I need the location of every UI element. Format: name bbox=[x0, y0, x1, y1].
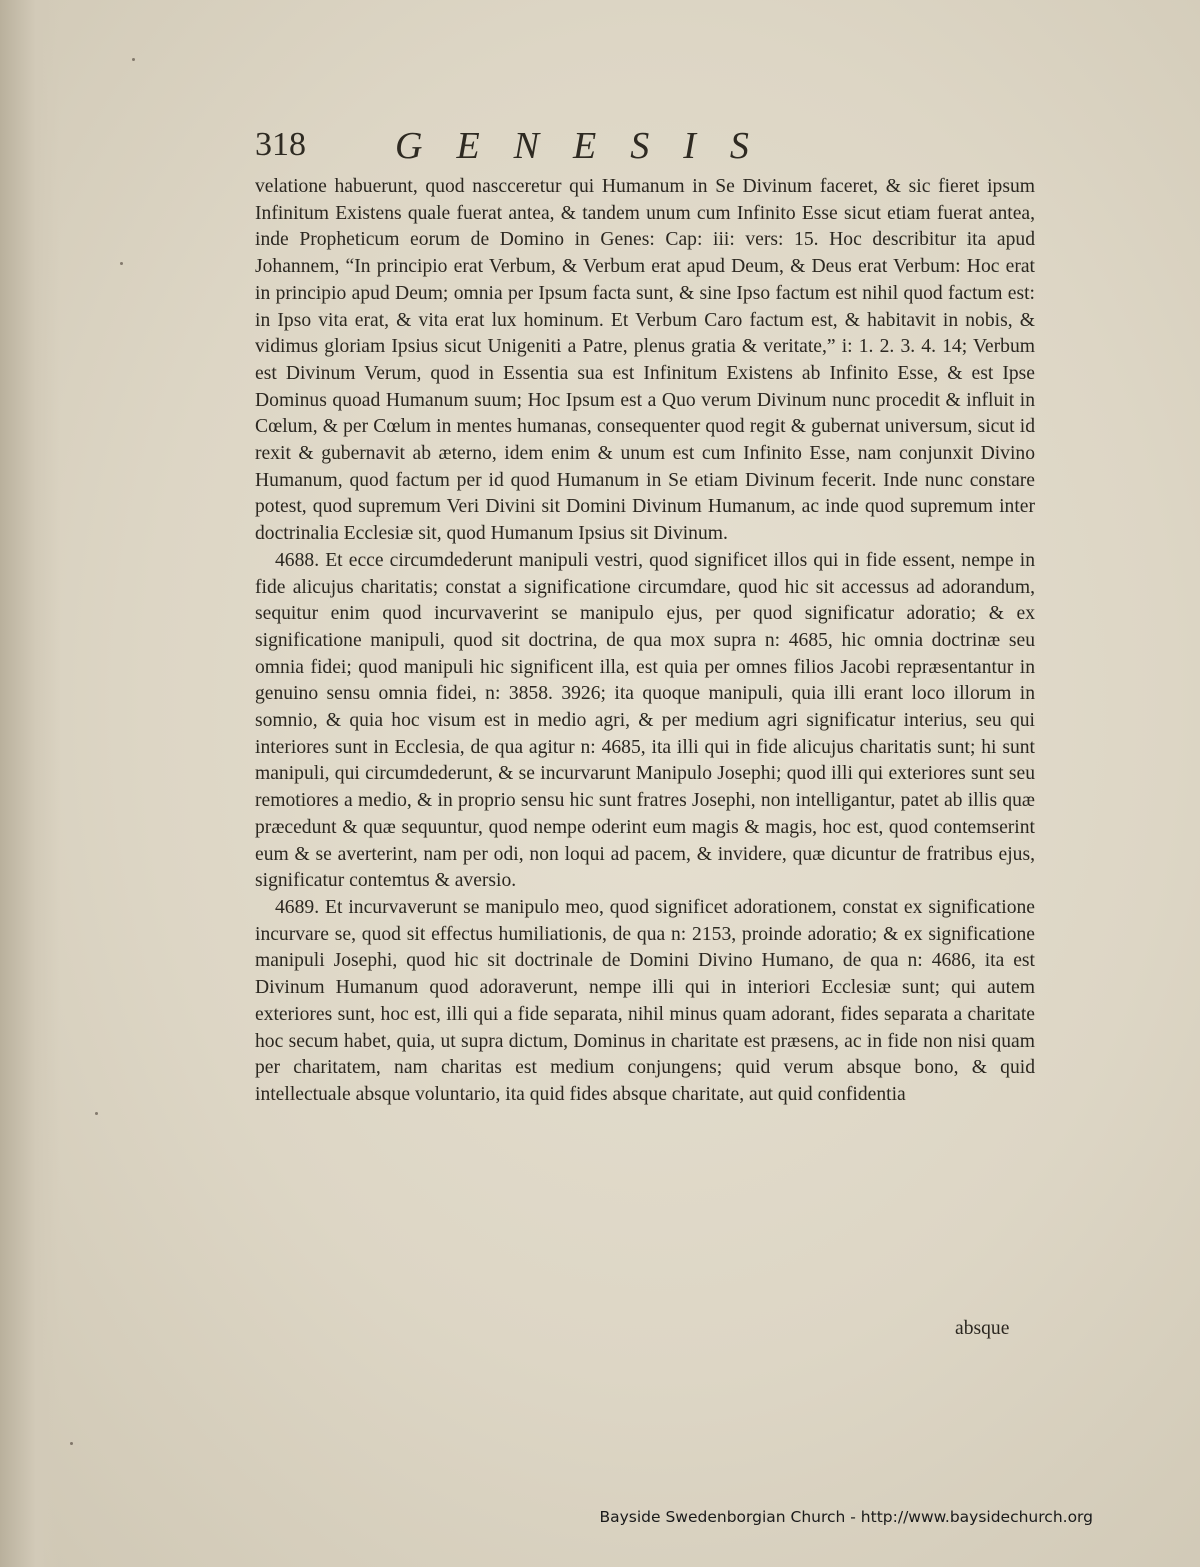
paragraph-continuation: velatione habuerunt, quod nascceretur qui Humanum in Se Divinum faceret, & sic fieret ipsum Infinitum Existens quale fuerat antea, & tandem unum cum Infinito Esse sicut etiam fuerat antea, inde Propheticum eorum de Domino in Genes: Cap: iii: vers: 15. Hoc describitur ita apud Johannem, “In principio erat Verbum, & Verbum erat apud Deum, & Deus erat Verbum: Hoc erat in principio apud Deum; omnia per Ipsum facta sunt, & sine Ipso factum est nihil quod factum est: in Ipso vita erat, & vita erat lux hominum. Et Verbum Caro factum est, & habitavit in nobis, & vidimus gloriam Ipsius sicut Unigeniti a Patre, plenus gratia & veritate,” i: 1. 2. 3. 4. 14; Verbum est Divinum Verum, quod in Essentia sua est Infinitum Existens ab Infinito Esse, & est Ipse Dominus quoad Humanum suum; Hoc Ipsum est a Quo verum Divinum nunc procedit & influit in Cœlum, & per Cœlum in mentes humanas, consequenter quod regit & gubernat universum, sicut id rexit & gubernavit ab æterno, idem enim & unum est cum Infinito Esse, nam conjunxit Divino Humanum, quod factum per id quod Humanum in Se etiam Divinum fecerit. Inde nunc constare potest, quod supremum Veri Divini sit Domini Divinum Humanum, ac inde quod supremum inter doctrinalia Ecclesiæ sit, quod Humanum Ipsius sit Divinum. bbox=[255, 176, 1035, 545]
running-title: GENESIS bbox=[395, 125, 783, 167]
page-number: 318 bbox=[255, 126, 306, 163]
paragraph-4688: 4688. Et ecce circumdederunt manipuli vestri, quod significet illos qui in fide essent, nempe in fide alicujus charitatis; constat a significatione circumdare, quod hic sit accessus ad adorandum, sequitur enim quod incurvaverint se manipulo ejus, per quod significatur adoratio; & ex significatione manipuli, quod sit doctrina, de qua mox supra n: 4685, hic omnia doctrinæ seu omnia fidei; quod manipuli hic significent illa, est quia per omnes filios Jacobi repræsentantur in genuino sensu omnia fidei, n: 3858. 3926; ita quoque manipuli, quia illi erant loco illorum in somnio, & quia hoc visum est in medio agri, & per medium agri significatur interius, seu qui interiores sunt in Ecclesia, de qua agitur n: 4685, ita illi qui in fide alicujus charitatis sunt; hi sunt manipuli, qui circumdederunt, & se incurvarunt Manipulo Josephi; quod illi qui exteriores sunt seu remotiores a medio, & in proprio sensu hic sunt fratres Josephi, non intelligantur, patet ab illis quæ præcedunt & quæ sequuntur, quod nempe oderint eum magis & magis, hoc est, quod contemserint eum & se averterint, nam per odi, non loqui ad pacem, & invidere, quæ dicuntur de fratribus ejus, significatur contemtus & aversio. bbox=[255, 549, 1035, 892]
binding-gutter-shadow bbox=[0, 0, 60, 1567]
page-header bbox=[255, 120, 1045, 170]
footer-credit: Bayside Swedenborgian Church - http://www.baysidechurch.org bbox=[599, 1508, 1093, 1526]
paper-speck bbox=[95, 1112, 98, 1115]
paragraph-4689: 4689. Et incurvaverunt se manipulo meo, quod significet adorationem, constat ex significatione incurvare se, quod sit effectus humiliationis, de qua n: 2153, proinde adoratio; & ex significatione manipuli Josephi, quod hic sit doctrinale de Domini Divino Humano, de qua n: 4686, ita est Divinum Humanum quod adoraverunt, nempe illi qui in interiori Ecclesiæ sunt; qui autem exteriores sunt, hoc est, illi qui a fide separata, nihil minus quam adorant, fides separata a charitate hoc secum habet, quia, ut supra dictum, Dominus in charitate est præsens, ac in fide non nisi quam per charitatem, nam charitas est medium conjungens; quid verum absque bono, & quid intellectuale absque voluntario, ita quid fides absque charitate, aut quid confidentia bbox=[255, 896, 1035, 1105]
catchword: absque bbox=[955, 1318, 1010, 1339]
body-text bbox=[255, 174, 1035, 1109]
paper-speck bbox=[70, 1442, 73, 1445]
paper-speck bbox=[120, 262, 123, 265]
paper-speck bbox=[132, 58, 135, 61]
